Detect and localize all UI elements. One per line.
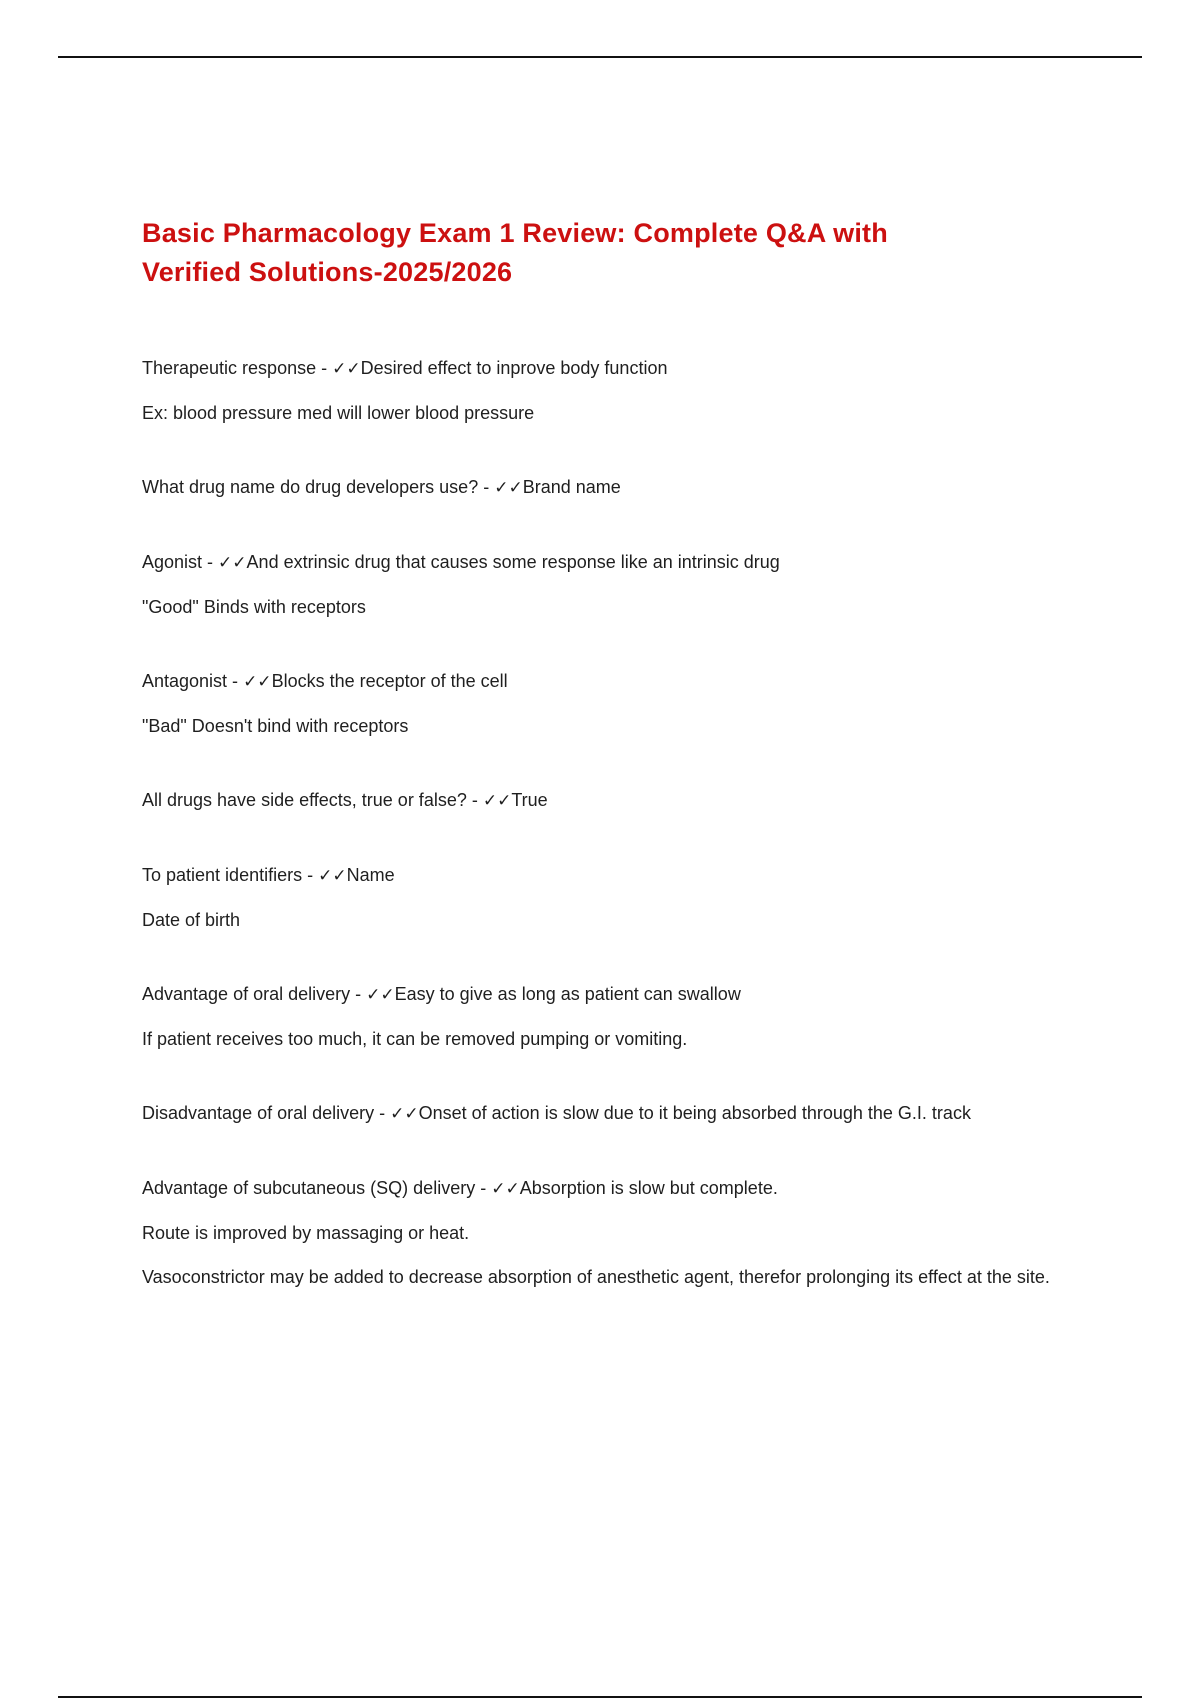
qa-question-line <box>142 1099 1082 1128</box>
answer-text: Name <box>346 865 395 885</box>
answer-text: Absorption is slow but complete. <box>519 1178 778 1198</box>
answer-text: Brand name <box>522 477 621 497</box>
check-mark-icon: ✓✓ <box>491 1179 520 1199</box>
qa-entry <box>142 786 1082 815</box>
footer-rule <box>58 1696 1142 1698</box>
check-mark-icon: ✓✓ <box>243 672 272 692</box>
qa-question-line <box>142 786 1082 815</box>
answer-detail: "Good" Binds with receptors <box>142 597 366 617</box>
check-mark-icon: ✓✓ <box>494 478 523 498</box>
question-text: To patient identifiers - <box>142 865 319 885</box>
question-text: Disadvantage of oral delivery - <box>142 1103 391 1123</box>
question-text: Agonist - <box>142 552 219 572</box>
answer-detail: Date of birth <box>142 910 241 930</box>
check-mark-icon: ✓✓ <box>390 1104 419 1124</box>
qa-entry <box>142 861 1082 934</box>
check-mark-icon: ✓✓ <box>218 553 247 573</box>
answer-text: Onset of action is slow due to it being absorbed through the G.I. track <box>418 1103 971 1123</box>
qa-question-line <box>142 861 1082 890</box>
qa-entry <box>142 548 1082 621</box>
title-line-1: Basic Pharmacology Exam 1 Review: Complete Q&A with <box>142 218 888 248</box>
qa-entry <box>142 667 1082 740</box>
check-mark-icon: ✓✓ <box>482 791 512 811</box>
qa-entry <box>142 1099 1082 1128</box>
question-text: What drug name do drug developers use? - <box>142 477 495 497</box>
answer-text: Blocks the receptor of the cell <box>271 671 508 691</box>
answer-detail: Route is improved by massaging or heat. <box>142 1223 470 1243</box>
question-text: Advantage of oral delivery - <box>142 984 367 1004</box>
qa-question-line <box>142 667 1082 696</box>
header-rule <box>58 56 1142 58</box>
qa-list <box>142 354 1082 1291</box>
qa-question-line <box>142 473 1082 502</box>
qa-question-line <box>142 1174 1082 1203</box>
check-mark-icon: ✓✓ <box>366 985 395 1005</box>
qa-entry <box>142 1174 1082 1291</box>
answer-detail: "Bad" Doesn't bind with receptors <box>142 716 409 736</box>
answer-detail: If patient receives too much, it can be removed pumping or vomiting. <box>142 1029 688 1049</box>
question-text: Advantage of subcutaneous (SQ) delivery - <box>142 1178 492 1198</box>
answer-text: Easy to give as long as patient can swallow <box>394 984 741 1004</box>
qa-question-line <box>142 354 1082 383</box>
qa-entry <box>142 980 1082 1053</box>
answer-detail: Ex: blood pressure med will lower blood pressure <box>142 403 535 423</box>
answer-detail: Vasoconstrictor may be added to decrease absorption of anesthetic agent, therefor prolonging its effect at the site. <box>142 1267 1050 1287</box>
title-line-2: Verified Solutions-2025/2026 <box>142 257 513 287</box>
question-text: All drugs have side effects, true or false? - <box>142 790 483 810</box>
qa-question-line <box>142 980 1082 1009</box>
answer-text: True <box>511 790 548 810</box>
answer-text: Desired effect to inprove body function <box>360 358 668 378</box>
document-title <box>142 214 1082 292</box>
qa-entry <box>142 354 1082 427</box>
question-text: Antagonist - <box>142 671 244 691</box>
check-mark-icon: ✓✓ <box>318 866 347 886</box>
qa-question-line <box>142 548 1082 577</box>
check-mark-icon: ✓✓ <box>332 359 361 379</box>
document-body <box>142 214 1082 1337</box>
qa-entry <box>142 473 1082 502</box>
answer-text: And extrinsic drug that causes some response like an intrinsic drug <box>246 552 780 572</box>
question-text: Therapeutic response - <box>142 358 333 378</box>
